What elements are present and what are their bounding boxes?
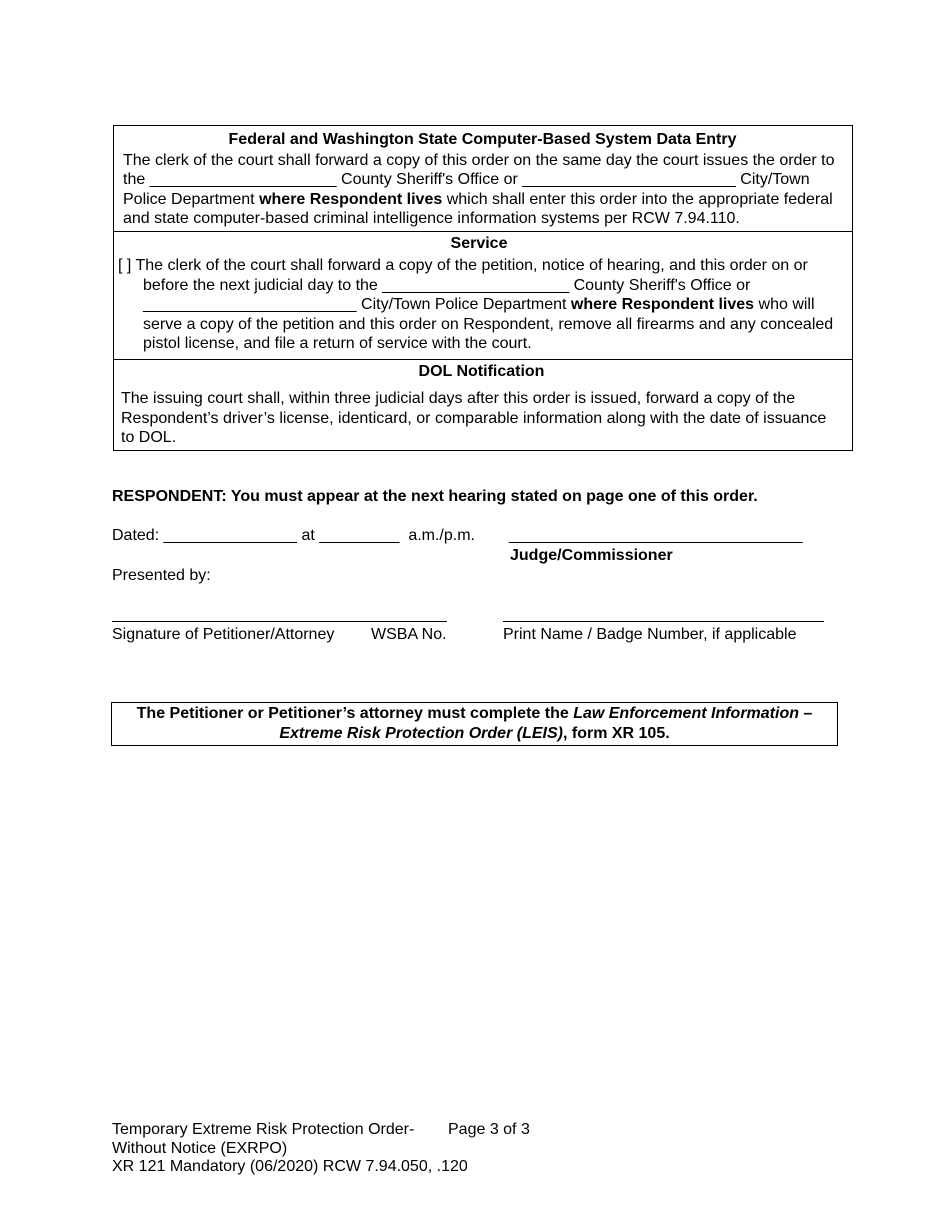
footer-form-title: Temporary Extreme Risk Protection Order- (112, 1121, 415, 1138)
order-instructions-table (113, 125, 853, 451)
service-text-4: who will serve a copy of the petition and this order on Respondent, remove all firearms and any concealed pistol license, and file a return of service with the court. (143, 296, 834, 352)
service-text (118, 256, 840, 354)
ampm-label: a.m./p.m. (408, 527, 475, 544)
service-checkbox[interactable]: [ ] (118, 257, 132, 274)
dated-row (112, 526, 475, 546)
data-entry-text-2: County Sheriff's Office or (341, 171, 518, 188)
data-entry-text-3: City/Town Police Department (123, 171, 810, 208)
dated-label: Dated: (112, 527, 160, 544)
date-blank[interactable]: _______________ (163, 527, 298, 544)
service-title: Service (450, 234, 508, 252)
data-entry-text-1: The clerk of the court shall forward a copy of this order on the same day the court issues the order to the (123, 151, 835, 188)
data-entry-title: Federal and Washington State Computer-Based System Data Entry (228, 131, 737, 148)
service-section (114, 231, 852, 359)
data-entry-section (114, 126, 852, 231)
leis-notice-box (111, 702, 838, 746)
service-text-1: The clerk of the court shall forward a copy of the petition, notice of hearing, and this order on or before the next judicial day to the (135, 257, 808, 294)
service-text-bold: where Respondent lives (570, 296, 755, 313)
leis-notice-form-name: Law Enforcement Information – Extreme Risk Protection Order (LEIS) (279, 705, 813, 742)
print-name-line[interactable] (503, 621, 824, 622)
time-blank[interactable]: _________ (319, 527, 400, 544)
service-text-3: City/Town Police Department (361, 296, 567, 313)
judge-signature-blank[interactable]: _________________________________ (509, 527, 803, 544)
presented-by-label: Presented by: (112, 567, 211, 584)
dol-title: DOL Notification (418, 362, 545, 380)
petitioner-signature-line[interactable] (112, 621, 447, 622)
service-city-blank[interactable]: ________________________ (143, 296, 357, 313)
data-entry-text (123, 151, 842, 229)
petitioner-signature-label: Signature of Petitioner/Attorney (112, 626, 335, 643)
dol-section (114, 359, 852, 450)
at-label: at (301, 527, 315, 544)
leis-notice-text-1: The Petitioner or Petitioner’s attorney must complete the (136, 705, 569, 722)
footer-page-number: Page 3 of 3 (448, 1121, 530, 1138)
respondent-notice: RESPONDENT: You must appear at the next hearing stated on page one of this order. (112, 488, 758, 505)
service-county-blank[interactable]: _____________________ (382, 276, 570, 294)
leis-notice-text-3: , form XR 105. (562, 724, 670, 742)
data-entry-text-bold: where Respondent lives (259, 190, 443, 208)
footer-form-subtitle: Without Notice (EXRPO) (112, 1140, 288, 1157)
dol-text: The issuing court shall, within three judicial days after this order is issued, forward a copy of the Respondent’s driver’s license, identicard, or comparable information along with the date of issuance to DOL. (121, 390, 827, 446)
footer-form-code: XR 121 Mandatory (06/2020) RCW 7.94.050, .120 (112, 1158, 468, 1175)
data-entry-text-4: which shall enter this order into the appropriate federal and state computer-based criminal intelligence information systems per RCW 7.94.110. (123, 190, 833, 227)
service-text-2: County Sheriff's Office or (573, 276, 751, 294)
county-blank[interactable]: _____________________ (149, 171, 337, 188)
city-blank[interactable]: ________________________ (522, 171, 736, 188)
judge-label: Judge/Commissioner (510, 547, 673, 564)
print-name-label: Print Name / Badge Number, if applicable (503, 626, 797, 643)
wsba-label: WSBA No. (371, 626, 447, 643)
